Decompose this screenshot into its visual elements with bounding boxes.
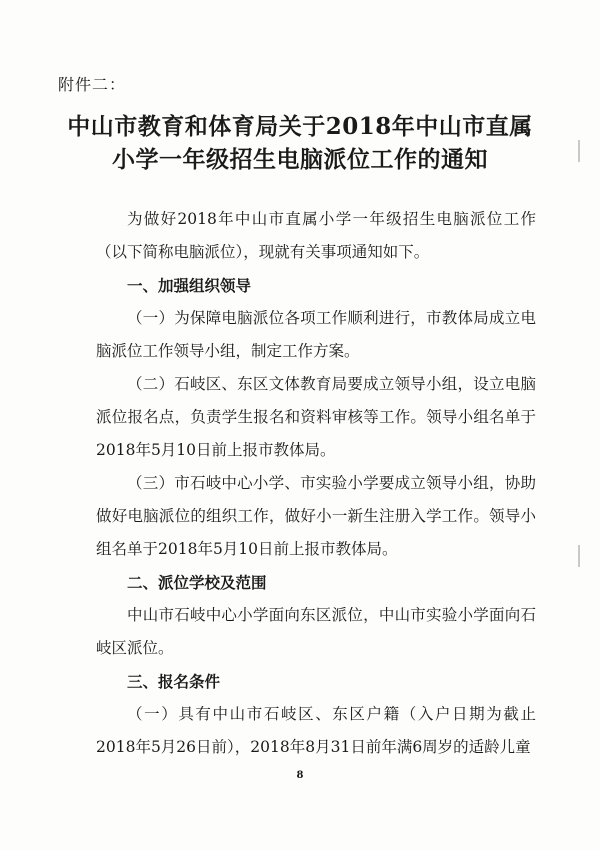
document-body (96, 203, 536, 764)
section-heading-organization: 一、加强组织领导 (127, 276, 252, 295)
scan-margin-mark (578, 140, 580, 162)
attachment-label: 附件二： (58, 75, 127, 94)
section2-paragraph-1: 中山市石岐中心小学面向东区派位，中山市实验小学面向石岐区派位。 (96, 606, 536, 657)
section3-paragraph-1: （一）具有中山市石岐区、东区户籍（入户日期为截止2018年5月26日前），2018年8月31日前年满6周岁的适龄儿童 (96, 705, 536, 756)
intro-paragraph: 为做好2018年中山市直属小学一年级招生电脑派位工作（以下简称电脑派位），现就有关事项通知如下。 (96, 210, 536, 261)
scan-margin-mark (578, 545, 580, 567)
document-title-line-1: 中山市教育和体育局关于2018年中山市直属 (67, 113, 533, 140)
page-number: 8 (296, 770, 304, 781)
section-heading-schools: 二、派位学校及范围 (127, 573, 267, 592)
section1-paragraph-1: （一）为保障电脑派位各项工作顺利进行，市教体局成立电脑派位工作领导小组，制定工作方案。 (96, 309, 536, 360)
document-title-line-2: 小学一年级招生电脑派位工作的通知 (112, 146, 488, 173)
section1-paragraph-2: （二）石岐区、东区文体教育局要成立领导小组，设立电脑派位报名点，负责学生报名和资料审核等工作。领导小组名单于2018年5月10日前上报市教体局。 (96, 375, 536, 459)
section-heading-eligibility: 三、报名条件 (127, 672, 221, 691)
section1-paragraph-3: （三）市石岐中心小学、市实验小学要成立领导小组，协助做好电脑派位的组织工作，做好小一新生注册入学工作。领导小组名单于2018年5月10日前上报市教体局。 (96, 474, 536, 558)
